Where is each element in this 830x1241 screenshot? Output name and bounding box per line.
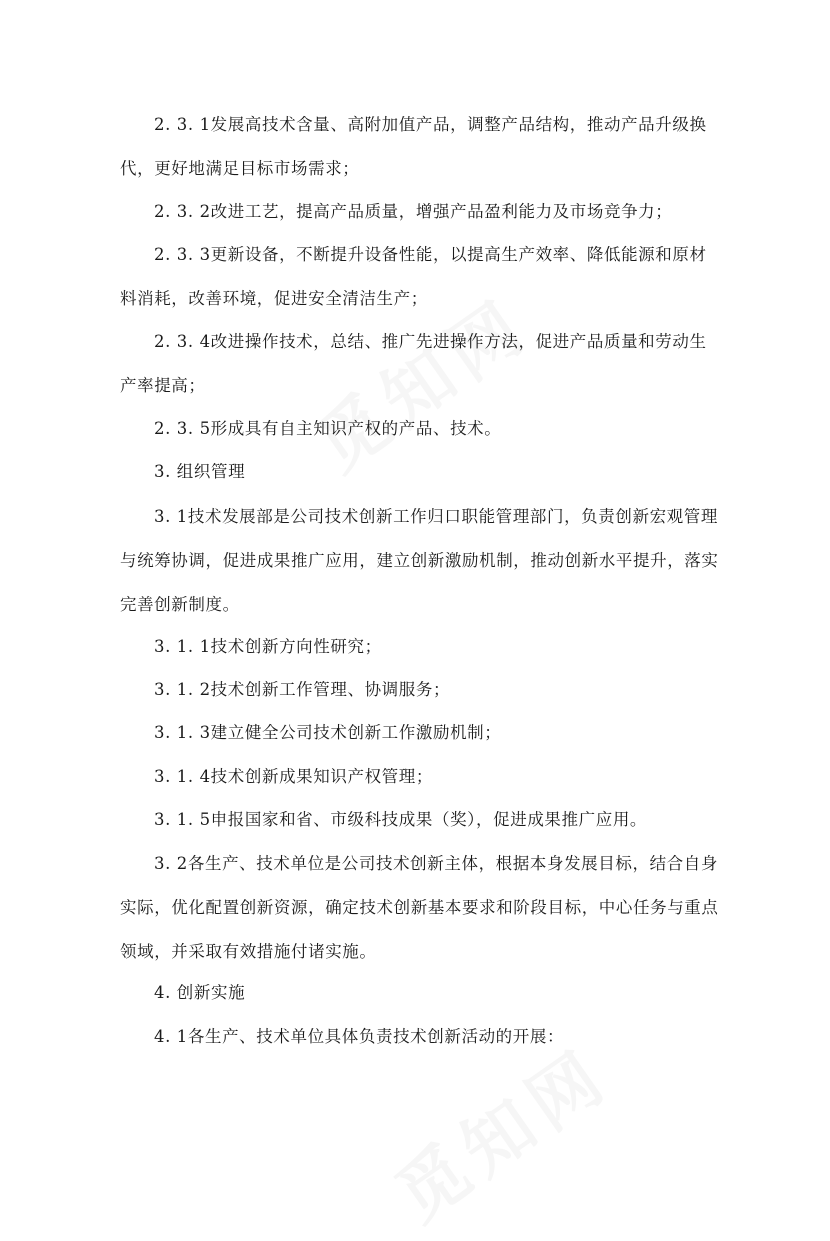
paragraph-2-3-3: 2. 3. 3更新设备，不断提升设备性能，以提高生产效率、降低能源和原材料消耗，改善环境，促进安全清洁生产；	[120, 245, 707, 308]
paragraph-2-3-5: 2. 3. 5形成具有自主知识产权的产品、技术。	[154, 419, 502, 438]
heading-4-implementation: 4. 创新实施	[154, 983, 246, 1002]
paragraph-4-1: 4. 1各生产、技术单位具体负责技术创新活动的开展：	[154, 1027, 565, 1046]
paragraph-3-1-2: 3. 1. 2技术创新工作管理、协调服务；	[154, 680, 451, 699]
heading-3-organization: 3. 组织管理	[154, 462, 246, 481]
paragraph-3-1-3: 3. 1. 3建立健全公司技术创新工作激励机制；	[154, 723, 502, 742]
paragraph-3-1-4: 3. 1. 4技术创新成果知识产权管理；	[154, 767, 433, 786]
paragraph-3-1-5: 3. 1. 5申报国家和省、市级科技成果（奖），促进成果推广应用。	[154, 810, 648, 829]
paragraph-3-1: 3. 1技术发展部是公司技术创新工作归口职能管理部门，负责创新宏观管理与统筹协调，促进成果推广应用，建立创新激励机制，推动创新水平提升，落实完善创新制度。	[120, 507, 719, 614]
paragraph-2-3-2: 2. 3. 2改进工艺，提高产品质量，增强产品盈利能力及市场竞争力；	[154, 202, 673, 221]
paragraph-2-3-1: 2. 3. 1发展高技术含量、高附加值产品，调整产品结构，推动产品升级换代，更好地满足目标市场需求；	[120, 115, 707, 178]
paragraph-3-2: 3. 2各生产、技术单位是公司技术创新主体，根据本身发展目标，结合自身实际，优化配置创新资源，确定技术创新基本要求和阶段目标，中心任务与重点领域，并采取有效措施付诸实施。	[120, 854, 719, 961]
paragraph-2-3-4: 2. 3. 4改进操作技术，总结、推广先进操作方法，促进产品质量和劳动生产率提高；	[120, 332, 707, 395]
paragraph-3-1-1: 3. 1. 1技术创新方向性研究；	[154, 637, 382, 656]
